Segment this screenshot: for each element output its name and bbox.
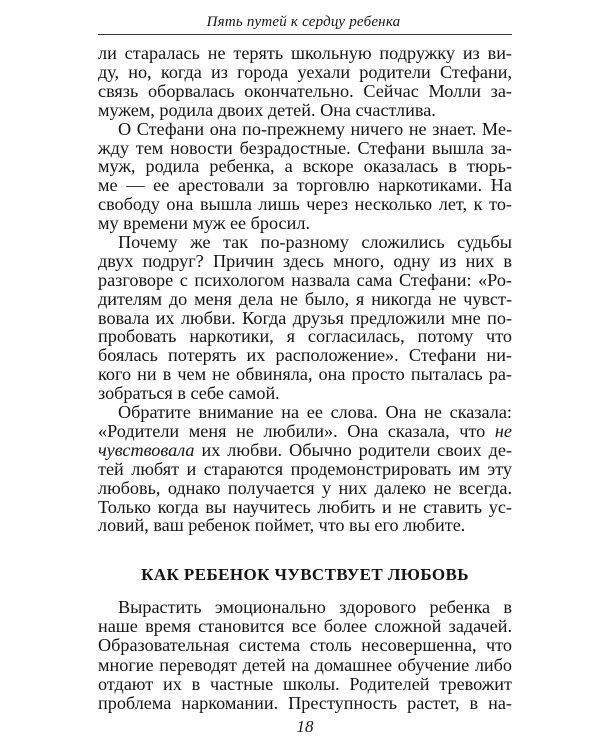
text-line: зобраться в себе самой. (98, 383, 280, 403)
text-line: любовь, однако получается у них далеко не всегда. (98, 478, 512, 498)
text-line: ме — ее арестовали за торговлю наркотиками. На (98, 175, 512, 195)
text-line: му времени муж ее бросил. (98, 213, 310, 233)
text-segment: «Родители меня не любили». Она сказала, что (98, 421, 495, 441)
text-line: пробовать наркотики, я согласилась, потому что (98, 326, 512, 346)
italic-emphasis: не (494, 421, 512, 441)
text-line: свободу она вышла лишь через несколько лет, к то- (98, 194, 512, 214)
text-line (98, 422, 512, 441)
header-divider (98, 34, 512, 35)
text-line: разговоре с психологом назвала сама Стефани: «Ро- (98, 270, 512, 290)
text-line: проблема наркомании. Преступность растет, в на- (98, 693, 512, 713)
text-line: боялась потерять их расположение». Стефани ни- (98, 345, 512, 365)
text-line: жду тем новости безрадостные. Стефани вышла за- (98, 138, 512, 158)
text-line: наше время становится все более сложной задачей. (98, 616, 512, 636)
text-segment: их любви. Обычно родители своих де- (194, 440, 512, 460)
text-line: Обратите внимание на ее слова. Она не сказала: (118, 402, 512, 422)
text-line: многие переводят детей на домашнее обучение либо (98, 655, 512, 675)
text-line: Почему же так по-разному сложились судьбы (118, 232, 512, 252)
text-line: ли старалась не терять школьную подружку из ви- (98, 43, 512, 63)
text-line: ду, но, когда из города уехали родители Стефани, (98, 62, 512, 82)
text-line: отдают их в частные школы. Родителей тревожит (98, 674, 512, 694)
page-number: 18 (296, 717, 314, 736)
italic-emphasis: чувствовала (98, 440, 195, 460)
text-line: вовала их любви. Когда друзья предложили мне по- (98, 308, 512, 328)
text-line: Вырастить эмоционально здорового ребенка в (118, 597, 512, 617)
section-heading: КАК РЕБЕНОК ЧУВСТВУЕТ ЛЮБОВЬ (141, 565, 469, 584)
text-line: связь оборвалась окончательно. Сейчас Молли за- (98, 81, 512, 101)
text-line: муж, родила ребенка, а вскоре оказалась в тюрь- (98, 156, 512, 176)
text-line: кого ни в чем не обвиняла, она просто пыталась ра- (98, 364, 512, 384)
text-line: Только когда вы научитесь любить и не ставить ус- (98, 497, 512, 517)
text-line: дителям до меня дела не было, я никогда не чувст- (98, 289, 512, 309)
running-header: Пять путей к сердцу ребенка (206, 14, 401, 30)
text-line: ловий, ваш ребенок поймет, что вы его любите. (98, 515, 466, 535)
text-line: О Стефани она по-прежнему ничего не знает. Ме- (118, 119, 512, 139)
text-line: Образовательная система столь несовершенна, что (98, 635, 512, 655)
text-line (98, 441, 512, 460)
text-line: двух подруг? Причин здесь много, одну из них в (98, 251, 512, 271)
text-line: тей любят и стараются продемонстрировать им эту (98, 459, 512, 479)
text-line: мужем, родила двоих детей. Она счастлива. (98, 100, 436, 120)
